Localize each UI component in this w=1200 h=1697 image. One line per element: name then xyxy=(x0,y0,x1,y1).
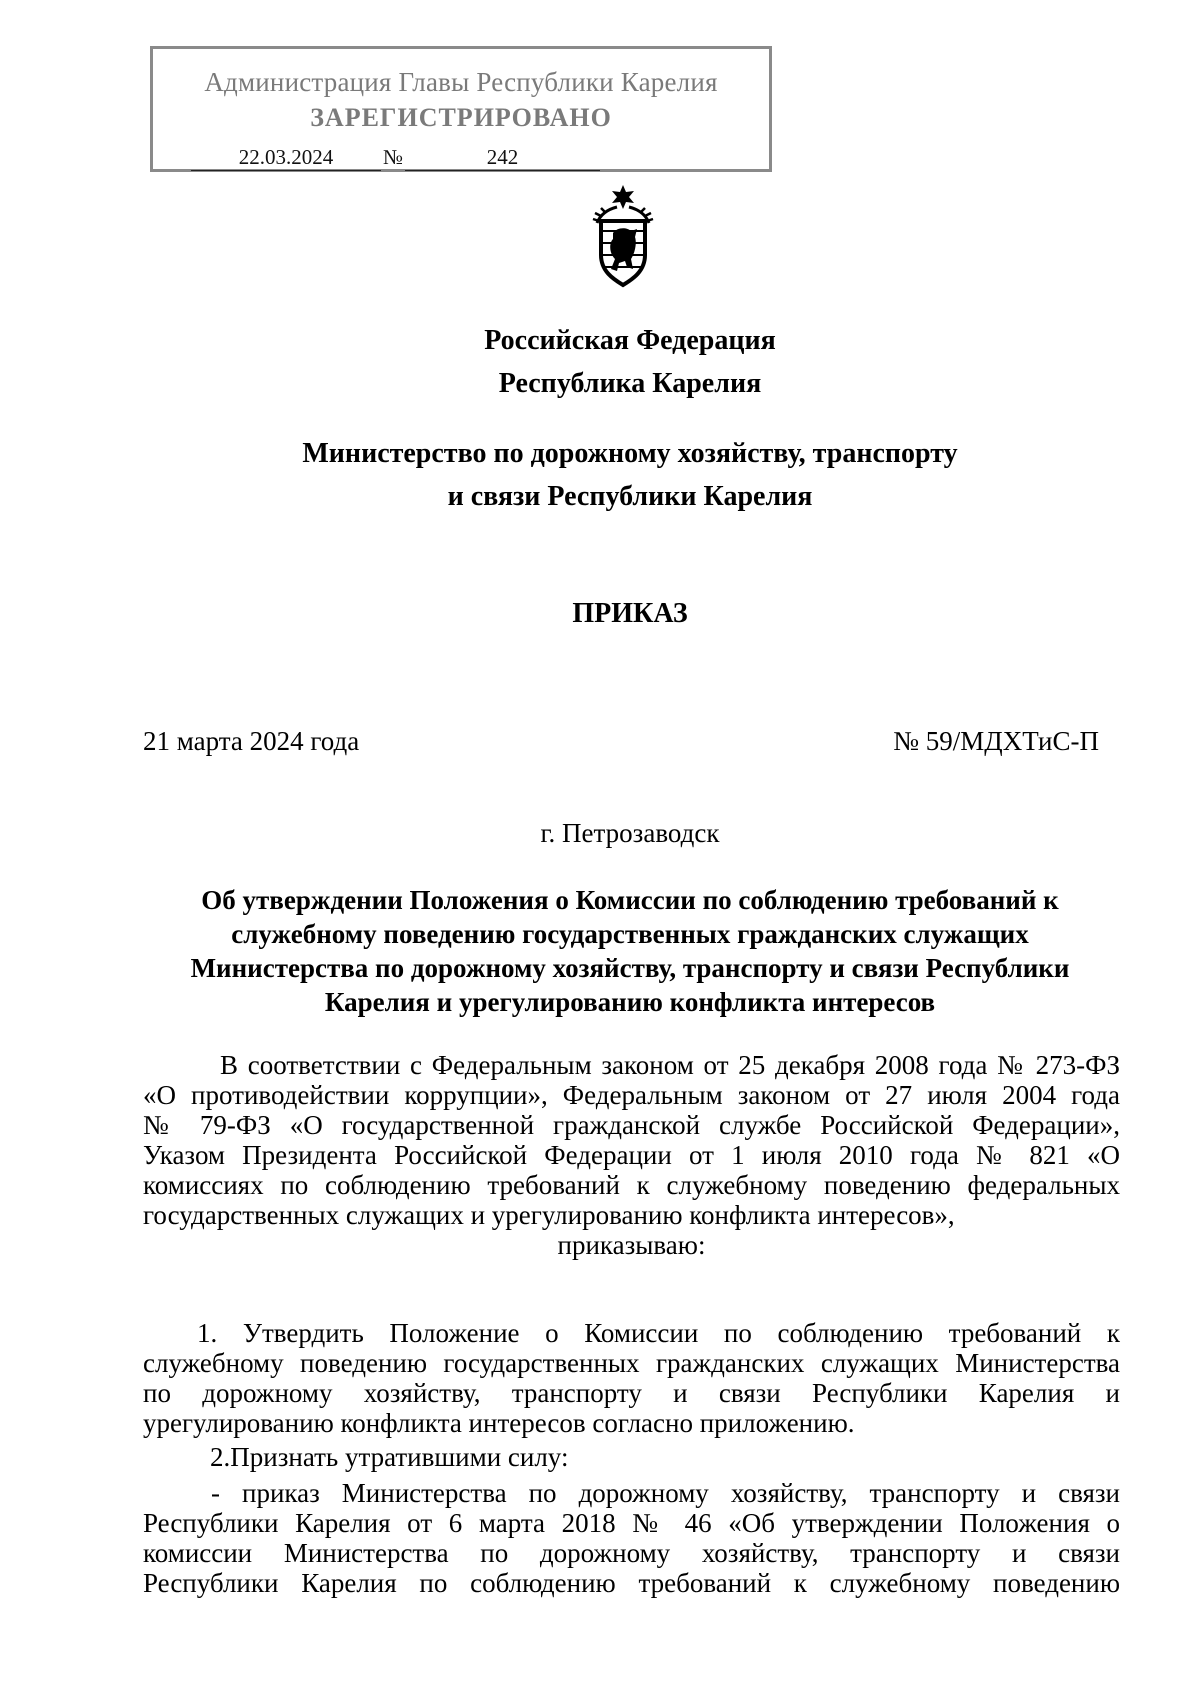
preamble-line: комиссиях по соблюдению требований к служебному поведению федеральных xyxy=(143,1170,1120,1200)
preamble-line: «О противодействии коррупции», Федеральным законом от 27 июля 2004 года xyxy=(143,1080,1120,1110)
stamp-number: 242 xyxy=(405,145,600,171)
title-line: Об утверждении Положения о Комиссии по соблюдению требований к xyxy=(201,885,1059,915)
document-city: г. Петрозаводск xyxy=(540,818,720,848)
republic-name: Республика Карелия xyxy=(498,368,762,399)
item-1-line: 1. Утвердить Положение о Комиссии по соблюдению требований к xyxy=(197,1318,1120,1348)
stamp-registration-line xyxy=(191,145,600,171)
state-header xyxy=(0,319,1200,405)
stamp-number-sign: № xyxy=(383,145,404,169)
document-number: № 59/МДХТиС-П xyxy=(893,726,1099,756)
country-name: Российская Федерация xyxy=(484,325,776,356)
item-2-line: - приказ Министерства по дорожному хозяйству, транспорту и связи xyxy=(211,1478,1120,1508)
item-2-line: Республики Карелия от 6 марта 2018 № 46 «Об утверждении Положения о xyxy=(143,1508,1120,1538)
preamble-line: № 79-ФЗ «О государственной гражданской службе Российской Федерации», xyxy=(143,1110,1120,1140)
item-1-paragraph xyxy=(143,1318,1120,1438)
stamp-administration: Администрация Главы Республики Карелия xyxy=(204,67,718,97)
item-2-line: Республики Карелия по соблюдению требований к служебному поведению xyxy=(143,1568,1120,1598)
order-word: приказываю: xyxy=(557,1230,706,1260)
item-2-body xyxy=(143,1478,1120,1598)
item-1-line: по дорожному хозяйству, транспорту и связи Республики Карелия и xyxy=(143,1378,1120,1408)
ministry-header xyxy=(0,432,1200,518)
registration-stamp xyxy=(150,46,772,172)
stamp-registered: ЗАРЕГИСТРИРОВАНО xyxy=(310,103,612,132)
title-line: Министерства по дорожному хозяйству, транспорту и связи Республики xyxy=(190,953,1070,983)
preamble-line: государственных служащих и урегулированию конфликта интересов», xyxy=(143,1200,955,1230)
document-type: ПРИКАЗ xyxy=(572,598,688,629)
preamble-line: Указом Президента Российской Федерации от 1 июля 2010 года № 821 «О xyxy=(143,1140,1120,1170)
item-1-line: служебному поведению государственных гражданских служащих Министерства xyxy=(143,1348,1120,1378)
document-title xyxy=(0,883,1200,1019)
document-date: 21 марта 2024 года xyxy=(143,726,360,756)
item-2-head-line: 2.Признать утратившими силу: xyxy=(210,1442,569,1472)
stamp-date: 22.03.2024 xyxy=(191,145,381,171)
item-1-line: урегулированию конфликта интересов согласно приложению. xyxy=(143,1408,855,1438)
title-line: Карелия и урегулированию конфликта интересов xyxy=(324,987,936,1017)
karelia-coat-of-arms-icon xyxy=(587,183,659,288)
item-2-line: комиссии Министерства по дорожному хозяйству, транспорту и связи xyxy=(143,1538,1120,1568)
item-2-heading xyxy=(143,1442,1120,1472)
ministry-name-line1: Министерство по дорожному хозяйству, транспорту xyxy=(302,438,958,469)
preamble-paragraph xyxy=(143,1050,1120,1260)
title-line: служебному поведению государственных гражданских служащих xyxy=(231,919,1029,949)
ministry-name-line2: и связи Республики Карелия xyxy=(447,481,813,512)
preamble-line: В соответствии с Федеральным законом от 25 декабря 2008 года № 273-ФЗ xyxy=(220,1050,1120,1080)
